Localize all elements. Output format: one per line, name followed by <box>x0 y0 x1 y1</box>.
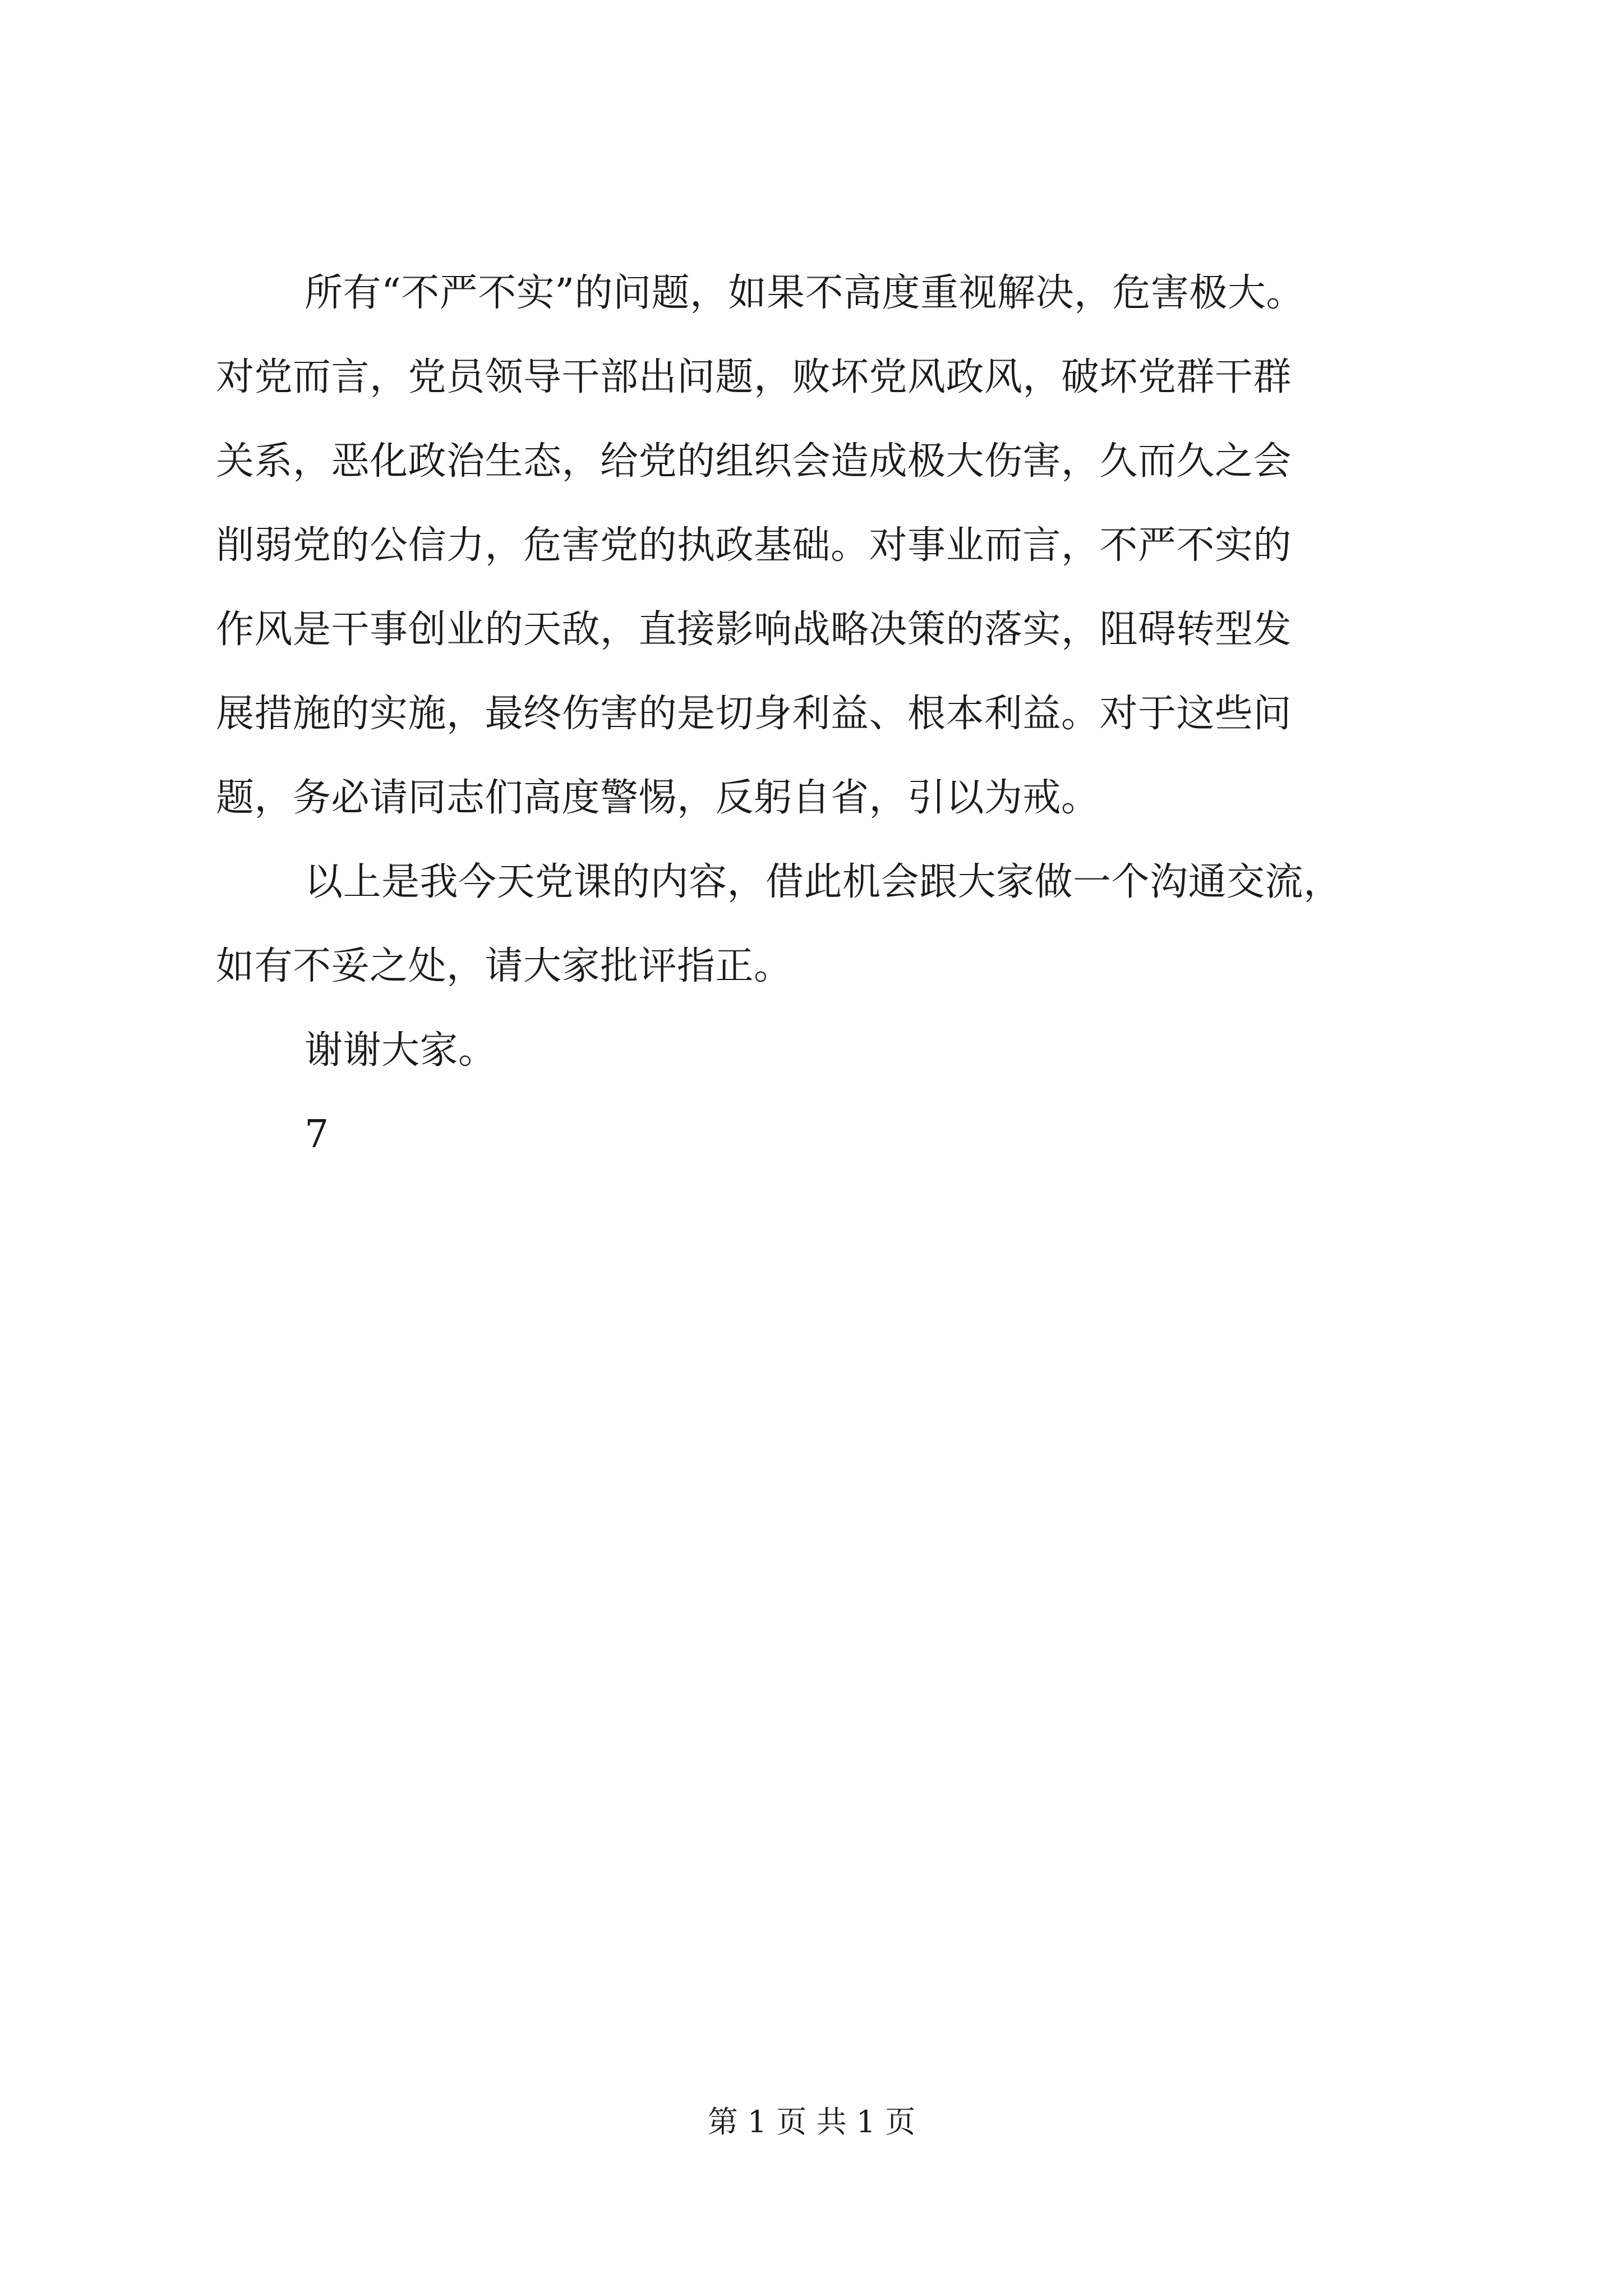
paragraph-number <box>216 1093 1427 1177</box>
paragraph-closing <box>216 840 1427 1009</box>
paragraph-line: 如有不妥之处，请大家批评指正。 <box>216 944 792 988</box>
paragraph-line: 题，务必请同志们高度警惕，反躬自省，引以为戒。 <box>216 776 1100 820</box>
paragraph-line: 7 <box>305 1112 329 1157</box>
paragraph-thanks <box>216 1009 1427 1093</box>
paragraph-consequences <box>216 251 1427 840</box>
paragraph-line: 作风是干事创业的天敌，直接影响战略决策的落实，阻碍转型发 <box>216 608 1292 652</box>
paragraph-line: 关系，恶化政治生态，给党的组织会造成极大伤害，久而久之会 <box>216 439 1292 484</box>
paragraph-line: 所有“不严不实”的问题，如果不高度重视解决，危害极大。 <box>305 271 1305 315</box>
paragraph-line: 以上是我今天党课的内容，借此机会跟大家做一个沟通交流， <box>305 860 1342 904</box>
paragraph-line: 展措施的实施，最终伤害的是切身利益、根本利益。对于这些问 <box>216 692 1292 736</box>
paragraph-line: 对党而言，党员领导干部出问题，败坏党风政风，破坏党群干群 <box>216 355 1292 399</box>
document-body <box>216 251 1427 1177</box>
paragraph-line: 谢谢大家。 <box>305 1028 497 1073</box>
paragraph-line: 削弱党的公信力，危害党的执政基础。对事业而言，不严不实的 <box>216 523 1292 568</box>
page-footer: 第 1 页 共 1 页 <box>707 2104 916 2139</box>
